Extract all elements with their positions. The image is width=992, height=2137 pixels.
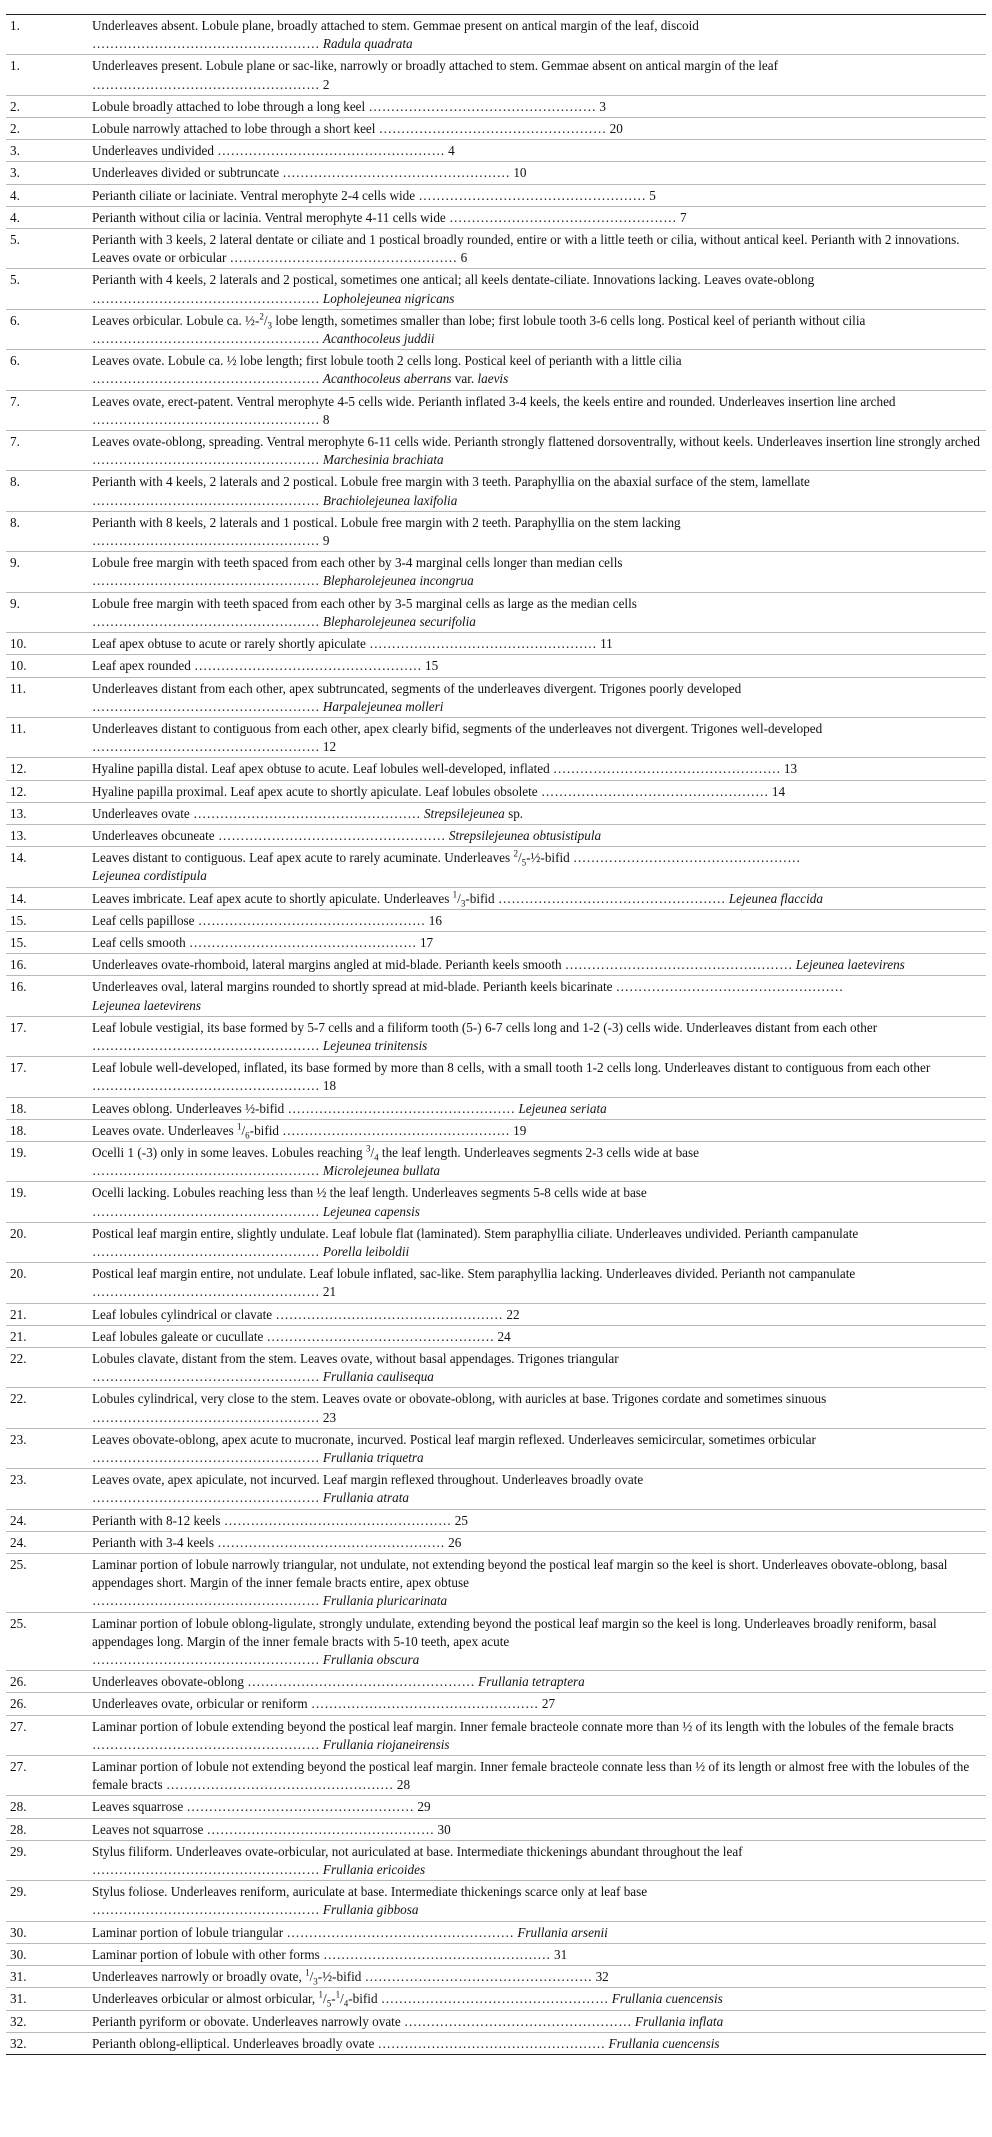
couplet-number: 9. — [6, 592, 88, 632]
key-row — [6, 118, 986, 140]
taxon-name: Lejeunea laetevirens — [92, 997, 202, 1013]
dot-leader: …………………………………………… — [165, 1777, 394, 1793]
couplet-number: 6. — [6, 309, 88, 349]
couplet-number: 31. — [6, 1966, 88, 1988]
taxon-name: Frullania gibbosa — [322, 1902, 419, 1918]
key-row — [6, 1756, 986, 1796]
key-row — [6, 909, 986, 931]
key-row — [6, 1509, 986, 1531]
couplet-description: Perianth with 4 keels, 2 laterals and 2 postical. Lobule free margin with 3 teeth. Paraphyllia on the abaxial surface of the stem, lamellate …………………………………………… Brachiolejeunea laxifolia — [88, 471, 986, 511]
couplet-description: Leaf lobule vestigial, its base formed by 5-7 cells and a filiform tooth (5-) 6-7 cells long and 1-2 (-3) cells wide. Underleaves distant from each other …………………………………………… Lejeunea trinitensis — [88, 1016, 986, 1056]
taxon-name: Marchesinia brachiata — [322, 452, 444, 468]
couplet-number: 4. — [6, 206, 88, 228]
couplet-description: Laminar portion of lobule not extending beyond the postical leaf margin. Inner female bracteole connate less than ½ of its length or almost free with the lobules of the female bracts …………………………………………… 28 — [88, 1756, 986, 1796]
couplet-number: 32. — [10, 2035, 27, 2051]
couplet-description: Underleaves ovate …………………………………………… Strepsilejeunea sp. — [88, 802, 986, 824]
couplet-number: 17. — [6, 1057, 88, 1097]
taxon-name: Blepharolejeunea securifolia — [322, 613, 476, 629]
key-row — [6, 592, 986, 632]
key-row — [6, 655, 986, 677]
key-row — [6, 390, 986, 430]
dot-leader: …………………………………………… — [287, 1100, 516, 1116]
key-row — [6, 184, 986, 206]
couplet-number: 20. — [6, 1222, 88, 1262]
couplet-description: Postical leaf margin entire, slightly undulate. Leaf lobule flat (laminated). Stem paraphyllia ciliate. Underleaves undivided. Perianth campanulate …………………………………………… Porella leiboldii — [88, 1222, 986, 1262]
dot-leader: …………………………………………… — [323, 1946, 551, 1962]
couplet-description: Laminar portion of lobule with other forms …………………………………………… 31 — [88, 1943, 986, 1965]
couplet-description: Underleaves narrowly or broadly ovate, $^1/_3-\frac{1}{2}$-bifid …………………………………………… 32 — [88, 1966, 986, 1988]
couplet-number: 16. — [6, 976, 88, 1016]
dot-leader: …………………………………………… — [282, 165, 511, 181]
dot-leader: …………………………………………… — [378, 121, 607, 137]
couplet-description: Perianth pyriform or obovate. Underleaves narrowly ovate …………………………………………… Frullania inflata — [88, 2010, 986, 2032]
taxon-name: Radula quadrata — [322, 36, 413, 52]
couplet-description: Laminar portion of lobule extending beyond the postical leaf margin. Inner female bracteole connate more than ½ of its length with the lobules of the female bracts …………………………………………… Frullania riojaneirensis — [88, 1715, 986, 1755]
couplet-number: 7. — [6, 390, 88, 430]
dot-leader: …………………………………………… — [92, 1243, 320, 1259]
key-row — [6, 1796, 986, 1818]
couplet-description: Stylus foliose. Underleaves reniform, auriculate at base. Intermediate thickenings scarce only at leaf base …………………………………………… Frullania gibbosa — [88, 1881, 986, 1921]
couplet-description: Leaves ovate, erect-patent. Ventral merophyte 4-5 cells wide. Perianth inflated 3-4 keels, the keels entire and rounded. Underleaves insertion line arched …………………………………………… 8 — [88, 390, 986, 430]
identification-key-table — [6, 14, 986, 2055]
couplet-description: Perianth with 8-12 keels …………………………………………… 25 — [88, 1509, 986, 1531]
key-row — [6, 1263, 986, 1303]
key-row — [6, 1469, 986, 1509]
couplet-number: 10. — [6, 633, 88, 655]
couplet-number: 25. — [6, 1612, 88, 1671]
couplet-number: 30. — [6, 1921, 88, 1943]
taxon-name: Frullania pluricarinata — [322, 1593, 448, 1609]
dot-leader: …………………………………………… — [497, 890, 726, 906]
couplet-number: 24. — [6, 1509, 88, 1531]
taxon-name: Frullania tetraptera — [478, 1674, 585, 1690]
key-row — [6, 269, 986, 309]
couplet-description: Leaf lobules cylindrical or clavate …………………………………………… 22 — [88, 1303, 986, 1325]
key-row — [6, 552, 986, 592]
couplet-description: Leaves imbricate. Leaf apex acute to shortly apiculate. Underleaves $^1/_3$-bifid …………………………………………… Lejeunea flaccida — [88, 887, 986, 909]
couplet-number: 9. — [6, 552, 88, 592]
dot-leader: …………………………………………… — [193, 805, 421, 821]
couplet-description: Perianth with 3 keels, 2 lateral dentate or ciliate and 1 postical broadly rounded, entire or with a little teeth or cilia, without antical keel. Perianth with 2 innovations. Leaves ovate or orbicular …………………………………………… 6 — [88, 229, 986, 269]
dot-leader: …………………………………………… — [92, 613, 320, 629]
key-row — [6, 1818, 986, 1840]
couplet-description: Perianth without cilia or lacinia. Ventral merophyte 4-11 cells wide …………………………………………… 7 — [88, 206, 986, 228]
dot-leader: …………………………………………… — [564, 957, 793, 973]
couplet-number: 2. — [6, 95, 88, 117]
dot-leader: …………………………………………… — [189, 934, 417, 950]
couplet-description: Leaves ovate, apex apiculate, not incurved. Leaf margin reflexed throughout. Underleaves broadly ovate …………………………………………… Frullania atrata — [88, 1469, 986, 1509]
taxon-name: laevis — [477, 371, 509, 387]
dot-leader: …………………………………………… — [92, 1284, 320, 1300]
couplet-number: 11. — [6, 717, 88, 757]
couplet-description: Lobules cylindrical, very close to the stem. Leaves ovate or obovate-oblong, with auricles at base. Trigones cordate and sometimes sinuous …………………………………………… 23 — [88, 1388, 986, 1428]
key-row — [6, 780, 986, 802]
couplet-number: 11. — [6, 677, 88, 717]
dot-leader: …………………………………………… — [92, 1593, 320, 1609]
taxon-name: Frullania arsenii — [517, 1924, 608, 1940]
couplet-number: 3. — [6, 140, 88, 162]
key-row — [6, 887, 986, 909]
dot-leader: …………………………………………… — [92, 739, 320, 755]
couplet-number: 18. — [6, 1119, 88, 1141]
key-row — [6, 350, 986, 390]
couplet-number: 26. — [6, 1671, 88, 1693]
dot-leader: …………………………………………… — [92, 1902, 320, 1918]
couplet-description: Leaves oblong. Underleaves ½-bifid …………………………………………… Lejeunea seriata — [88, 1097, 986, 1119]
couplet-number: 3. — [6, 162, 88, 184]
taxon-name: Brachiolejeunea laxifolia — [322, 492, 458, 508]
dot-leader: …………………………………………… — [540, 783, 769, 799]
key-row — [6, 954, 986, 976]
dot-leader: …………………………………………… — [92, 573, 320, 589]
dot-leader: …………………………………………… — [573, 850, 801, 866]
dot-leader: …………………………………………… — [92, 1163, 320, 1179]
key-row — [6, 1016, 986, 1056]
key-row — [6, 976, 986, 1016]
key-row — [6, 802, 986, 824]
couplet-number: 15. — [6, 931, 88, 953]
dot-leader: …………………………………………… — [206, 1821, 435, 1837]
couplet-description: Perianth with 4 keels, 2 laterals and 2 postical, sometimes one antical; all keels dentate-ciliate. Innovations lacking. Leaves ovate-oblong …………………………………………… Lopholejeunea nigricans — [88, 269, 986, 309]
couplet-description: Ocelli 1 (-3) only in some leaves. Lobules reaching $^3/_4$ the leaf length. Underleaves segments 2-3 cells wide at base …………………………………………… Microlejeunea bullata — [88, 1141, 986, 1181]
couplet-number: 28. — [6, 1818, 88, 1840]
couplet-description: Leaves obovate-oblong, apex acute to mucronate, incurved. Postical leaf margin reflexed. Underleaves semicircular, sometimes orbicular …………………………………………… Frullania triquetra — [88, 1428, 986, 1468]
key-row — [6, 309, 986, 349]
dot-leader: …………………………………………… — [92, 452, 320, 468]
dot-leader: …………………………………………… — [615, 979, 844, 995]
couplet-description: Leaves not squarrose …………………………………………… 30 — [88, 1818, 986, 1840]
couplet-number: 30. — [6, 1943, 88, 1965]
couplet-description: Postical leaf margin entire, not undulate. Leaf lobule inflated, sac-like. Stem paraphyllia lacking. Underleaves divided. Perianth not campanulate …………………………………………… 21 — [88, 1263, 986, 1303]
key-row — [6, 1141, 986, 1181]
couplet-number: 15. — [6, 909, 88, 931]
key-row — [6, 1881, 986, 1921]
couplet-description: Leaves ovate. Underleaves $^1/_6$-bifid …………………………………………… 19 — [88, 1119, 986, 1141]
dot-leader: …………………………………………… — [92, 1203, 320, 1219]
couplet-number: 21. — [6, 1303, 88, 1325]
key-row — [6, 1840, 986, 1880]
dot-leader: …………………………………………… — [553, 761, 781, 777]
dot-leader: …………………………………………… — [310, 1696, 539, 1712]
couplet-description: Leaf apex rounded …………………………………………… 15 — [88, 655, 986, 677]
key-row — [6, 931, 986, 953]
key-row — [6, 2032, 986, 2054]
taxon-name: Acanthocoleus juddii — [322, 331, 435, 347]
couplet-description: Underleaves divided or subtruncate …………………………………………… 10 — [88, 162, 986, 184]
couplet-description: Underleaves present. Lobule plane or sac-like, narrowly or broadly attached to stem. Gemmae absent on antical margin of the leaf …………………………………………… 2 — [88, 55, 986, 95]
key-row — [6, 633, 986, 655]
couplet-description: Ocelli lacking. Lobules reaching less than ½ the leaf length. Underleaves segments 5-8 cells wide at base …………………………………………… Lejeunea capensis — [88, 1182, 986, 1222]
key-row — [6, 206, 986, 228]
taxon-name: Lopholejeunea nigricans — [322, 290, 455, 306]
dot-leader: …………………………………………… — [92, 533, 320, 549]
key-row — [6, 1119, 986, 1141]
taxon-name: Blepharolejeunea incongrua — [322, 573, 474, 589]
key-row — [6, 1943, 986, 1965]
key-row — [6, 1671, 986, 1693]
couplet-number: 5. — [6, 269, 88, 309]
couplet-description: Leaf lobules galeate or cucullate …………………………………………… 24 — [88, 1325, 986, 1347]
couplet-number: 6. — [6, 350, 88, 390]
couplet-description: Underleaves distant from each other, apex subtruncated, segments of the underleaves divergent. Trigones poorly developed …………………………………………… Harpalejeunea molleri — [88, 677, 986, 717]
couplet-number: 7. — [6, 431, 88, 471]
couplet-number: 4. — [6, 184, 88, 206]
couplet-number: 26. — [6, 1693, 88, 1715]
couplet-description: Stylus filiform. Underleaves ovate-orbicular, not auriculated at base. Intermediate thickenings abundant throughout the leaf …………………………………………… Frullania ericoides — [88, 1840, 986, 1880]
key-row — [6, 1428, 986, 1468]
couplet-number: 23. — [6, 1469, 88, 1509]
taxon-name: Frullania obscura — [322, 1652, 420, 1668]
dot-leader: …………………………………………… — [380, 1991, 609, 2007]
couplet-number: 29. — [6, 1840, 88, 1880]
taxon-name: Porella leiboldii — [322, 1243, 410, 1259]
couplet-description: Underleaves obcuneate …………………………………………… Strepsilejeunea obtusistipula — [88, 824, 986, 846]
taxon-name: Lejeunea trinitensis — [322, 1037, 428, 1053]
dot-leader: …………………………………………… — [92, 698, 320, 714]
couplet-number: 19. — [6, 1141, 88, 1181]
couplet-number: 32. — [6, 2010, 88, 2032]
key-row — [6, 1966, 986, 1988]
couplet-number: 1. — [6, 55, 88, 95]
dot-leader: …………………………………………… — [92, 1369, 320, 1385]
key-row — [6, 1182, 986, 1222]
key-row — [6, 2010, 986, 2032]
couplet-description: Leaf cells smooth …………………………………………… 17 — [88, 931, 986, 953]
couplet-number: 22. — [6, 1388, 88, 1428]
taxon-name: Frullania cuencensis — [611, 1991, 723, 2007]
couplet-description: Perianth ciliate or laciniate. Ventral merophyte 2-4 cells wide …………………………………………… 5 — [88, 184, 986, 206]
key-row — [6, 471, 986, 511]
couplet-number: 13. — [6, 824, 88, 846]
dot-leader: …………………………………………… — [92, 36, 320, 52]
dot-leader: …………………………………………… — [217, 143, 445, 159]
dot-leader: …………………………………………… — [92, 76, 320, 92]
key-row — [6, 15, 986, 55]
taxon-name: Lejeunea laetevirens — [795, 957, 905, 973]
key-row — [6, 1554, 986, 1613]
key-row — [6, 431, 986, 471]
couplet-number: 12. — [6, 758, 88, 780]
couplet-number: 19. — [6, 1182, 88, 1222]
dot-leader: …………………………………………… — [275, 1306, 504, 1322]
taxon-name: Lejeunea cordistipula — [92, 868, 207, 884]
couplet-number: 29. — [6, 1881, 88, 1921]
key-row — [6, 1222, 986, 1262]
taxon-name: Lejeunea flaccida — [728, 890, 823, 906]
couplet-number: 31. — [6, 1988, 88, 2010]
couplet-description: Underleaves absent. Lobule plane, broadly attached to stem. Gemmae present on antical margin of the leaf, discoid …………………………………………… Radula quadrata — [88, 15, 986, 55]
couplet-number: 2. — [6, 118, 88, 140]
key-row — [6, 717, 986, 757]
dot-leader: …………………………………………… — [377, 2035, 606, 2051]
couplet-description: Leaf lobule well-developed, inflated, its base formed by more than 8 cells, with a small tooth 1-2 cells long. Underleaves distant to contiguous from each other …………………………………………… 18 — [88, 1057, 986, 1097]
dot-leader: …………………………………………… — [223, 1512, 452, 1528]
couplet-description: Lobule free margin with teeth spaced from each other by 3-4 marginal cells longer than median cells …………………………………………… Blepharolejeunea incongrua — [88, 552, 986, 592]
couplet-number: 27. — [6, 1715, 88, 1755]
dot-leader: …………………………………………… — [217, 827, 446, 843]
key-row — [6, 1715, 986, 1755]
taxon-name: Frullania caulisequa — [322, 1369, 434, 1385]
key-row — [6, 55, 986, 95]
couplet-description: Underleaves oval, lateral margins rounded to shortly spread at mid-blade. Perianth keels bicarinate …………………………………………… Lejeunea laetevirens — [88, 976, 986, 1016]
key-row — [6, 847, 986, 887]
key-row — [6, 1988, 986, 2010]
dot-leader: …………………………………………… — [92, 1078, 320, 1094]
couplet-number: 27. — [6, 1756, 88, 1796]
key-body — [6, 15, 986, 2055]
couplet-description: Perianth oblong-elliptical. Underleaves broadly ovate …………………………………………… Frullania cuencensis — [92, 2035, 720, 2051]
dot-leader: …………………………………………… — [266, 1328, 495, 1344]
couplet-number: 18. — [6, 1097, 88, 1119]
couplet-number: 5. — [6, 229, 88, 269]
couplet-description: Leaves ovate-oblong, spreading. Ventral merophyte 6-11 cells wide. Perianth strongly flattened dorsoventrally, without keels. Underleaves insertion line strongly arched …………………………………………… Marchesinia brachiata — [88, 431, 986, 471]
dot-leader: …………………………………………… — [92, 492, 320, 508]
couplet-description: Underleaves obovate-oblong …………………………………………… Frullania tetraptera — [88, 1671, 986, 1693]
dot-leader: …………………………………………… — [217, 1534, 445, 1550]
couplet-number: 21. — [6, 1325, 88, 1347]
key-row — [6, 1388, 986, 1428]
dot-leader: …………………………………………… — [92, 331, 320, 347]
key-row — [6, 1693, 986, 1715]
couplet-description: Laminar portion of lobule oblong-ligulate, strongly undulate, extending beyond the postical leaf margin so the keel is long. Underleaves broadly reniform, basal appendages long. Margin of the inner female bracts with 5-10 teeth, apex acute …………………………………………… Frullania obscura — [88, 1612, 986, 1671]
dot-leader: …………………………………………… — [92, 1409, 320, 1425]
couplet-description: Leaf apex obtuse to acute or rarely shortly apiculate …………………………………………… 11 — [88, 633, 986, 655]
key-row — [6, 1325, 986, 1347]
couplet-number: 12. — [6, 780, 88, 802]
taxon-name: Frullania atrata — [322, 1490, 409, 1506]
couplet-number: 8. — [6, 511, 88, 551]
dot-leader: …………………………………………… — [229, 250, 458, 266]
dot-leader: …………………………………………… — [418, 187, 646, 203]
dot-leader: …………………………………………… — [92, 1862, 320, 1878]
dot-leader: …………………………………………… — [368, 98, 597, 114]
key-row — [6, 677, 986, 717]
key-row — [6, 1921, 986, 1943]
dot-leader: …………………………………………… — [92, 1450, 320, 1466]
taxon-name: Lejeunea seriata — [518, 1100, 607, 1116]
couplet-number: 28. — [6, 1796, 88, 1818]
dot-leader: …………………………………………… — [92, 1652, 320, 1668]
key-row — [6, 1303, 986, 1325]
couplet-description: Lobule narrowly attached to lobe through a short keel …………………………………………… 20 — [88, 118, 986, 140]
couplet-number: 14. — [6, 847, 88, 887]
dot-leader: …………………………………………… — [364, 1969, 593, 1985]
couplet-number: 13. — [6, 802, 88, 824]
couplet-description: Leaves distant to contiguous. Leaf apex acute to rarely acuminate. Underleaves $^2/_5-\frac{1}{2}$-bifid …………………………………………… Lejeunea cordistipula — [88, 847, 986, 887]
couplet-description: Leaves orbicular. Lobule ca. $\frac{1}{2}-^2/_3$ lobe length, sometimes smaller than lobe; first lobule tooth 3-6 cells long. Postical keel of perianth without cilia …………………………………………… Acanthocoleus juddii — [88, 309, 986, 349]
key-row — [6, 140, 986, 162]
couplet-description: Leaves ovate. Lobule ca. ½ lobe length; first lobule tooth 2 cells long. Postical keel of perianth with a little cilia …………………………………………… Acanthocoleus aberrans var. laevis — [88, 350, 986, 390]
taxon-name: Harpalejeunea molleri — [322, 698, 444, 714]
dot-leader: …………………………………………… — [247, 1674, 475, 1690]
taxon-name: Strepsilejeunea — [423, 805, 505, 821]
dot-leader: …………………………………………… — [197, 912, 426, 928]
key-row — [6, 95, 986, 117]
taxon-name: Acanthocoleus aberrans — [322, 371, 452, 387]
couplet-number: 8. — [6, 471, 88, 511]
couplet-number: 16. — [6, 954, 88, 976]
dot-leader: …………………………………………… — [404, 2013, 632, 2029]
key-row — [6, 1097, 986, 1119]
taxon-name: Strepsilejeunea obtusistipula — [448, 827, 602, 843]
taxon-name: Frullania riojaneirensis — [322, 1736, 450, 1752]
couplet-description: Underleaves ovate-rhomboid, lateral margins angled at mid-blade. Perianth keels smooth …………………………………………… Lejeunea laetevirens — [88, 954, 986, 976]
dot-leader: …………………………………………… — [282, 1122, 510, 1138]
couplet-description: Hyaline papilla distal. Leaf apex obtuse to acute. Leaf lobules well-developed, inflated …………………………………………… 13 — [88, 758, 986, 780]
couplet-description: Underleaves orbicular or almost orbicular, $^1/_5-^1/_4$-bifid …………………………………………… Frullania cuencensis — [88, 1988, 986, 2010]
couplet-description: Leaf cells papillose …………………………………………… 16 — [88, 909, 986, 931]
dot-leader: …………………………………………… — [186, 1799, 415, 1815]
dot-leader: …………………………………………… — [369, 636, 597, 652]
couplet-number: 23. — [6, 1428, 88, 1468]
couplet-number: 24. — [6, 1531, 88, 1553]
couplet-number: 1. — [6, 15, 88, 55]
couplet-number: 25. — [6, 1554, 88, 1613]
couplet-number: 10. — [6, 655, 88, 677]
couplet-description: Underleaves ovate, orbicular or reniform …………………………………………… 27 — [88, 1693, 986, 1715]
key-row — [6, 1531, 986, 1553]
couplet-description: Hyaline papilla proximal. Leaf apex acute to shortly apiculate. Leaf lobules obsolete …………………………………………… 14 — [88, 780, 986, 802]
taxon-name: Lejeunea capensis — [322, 1203, 420, 1219]
couplet-number: 17. — [6, 1016, 88, 1056]
couplet-description: Underleaves distant to contiguous from each other, apex clearly bifid, segments of the underleaves not divergent. Trigones well-developed …………………………………………… 12 — [88, 717, 986, 757]
couplet-description: Leaves squarrose …………………………………………… 29 — [88, 1796, 986, 1818]
dot-leader: …………………………………………… — [92, 1037, 320, 1053]
key-row — [6, 162, 986, 184]
taxon-name: Frullania triquetra — [322, 1450, 424, 1466]
dot-leader: …………………………………………… — [286, 1924, 515, 1940]
key-row — [6, 758, 986, 780]
couplet-description: Lobule broadly attached to lobe through a long keel …………………………………………… 3 — [88, 95, 986, 117]
dot-leader: …………………………………………… — [92, 1736, 320, 1752]
dot-leader: …………………………………………… — [449, 209, 677, 225]
couplet-description: Perianth with 8 keels, 2 laterals and 1 postical. Lobule free margin with 2 teeth. Paraphyllia on the stem lacking …………………………………………… 9 — [88, 511, 986, 551]
dot-leader: …………………………………………… — [194, 658, 422, 674]
taxon-name: Frullania cuencensis — [608, 2035, 720, 2051]
key-row — [6, 1348, 986, 1388]
key-row — [6, 1057, 986, 1097]
dot-leader: …………………………………………… — [92, 290, 320, 306]
taxon-name: Microlejeunea bullata — [322, 1163, 440, 1179]
couplet-number: 22. — [6, 1348, 88, 1388]
couplet-description: Lobule free margin with teeth spaced from each other by 3-5 marginal cells as large as the median cells …………………………………………… Blepharolejeunea securifolia — [88, 592, 986, 632]
couplet-number: 20. — [6, 1263, 88, 1303]
couplet-description: Underleaves undivided …………………………………………… 4 — [88, 140, 986, 162]
key-row — [6, 229, 986, 269]
couplet-description: Perianth with 3-4 keels …………………………………………… 26 — [88, 1531, 986, 1553]
taxon-name: Frullania inflata — [634, 2013, 724, 2029]
dot-leader: …………………………………………… — [92, 1490, 320, 1506]
couplet-description: Laminar portion of lobule triangular …………………………………………… Frullania arsenii — [88, 1921, 986, 1943]
dot-leader: …………………………………………… — [92, 371, 320, 387]
key-row — [6, 1612, 986, 1671]
key-row — [6, 824, 986, 846]
key-row — [6, 511, 986, 551]
couplet-number: 14. — [6, 887, 88, 909]
couplet-description: Lobules clavate, distant from the stem. Leaves ovate, without basal appendages. Trigones triangular …………………………………………… Frullania caulisequa — [88, 1348, 986, 1388]
taxon-name: Frullania ericoides — [322, 1862, 426, 1878]
dot-leader: …………………………………………… — [92, 411, 320, 427]
couplet-description: Laminar portion of lobule narrowly triangular, not undulate, not extending beyond the postical leaf margin so the keel is short. Underleaves obovate-oblong, basal appendages short. Margin of the inner female bracts entire, apex obtuse …………………………………………… Frullania pluricarinata — [88, 1554, 986, 1613]
